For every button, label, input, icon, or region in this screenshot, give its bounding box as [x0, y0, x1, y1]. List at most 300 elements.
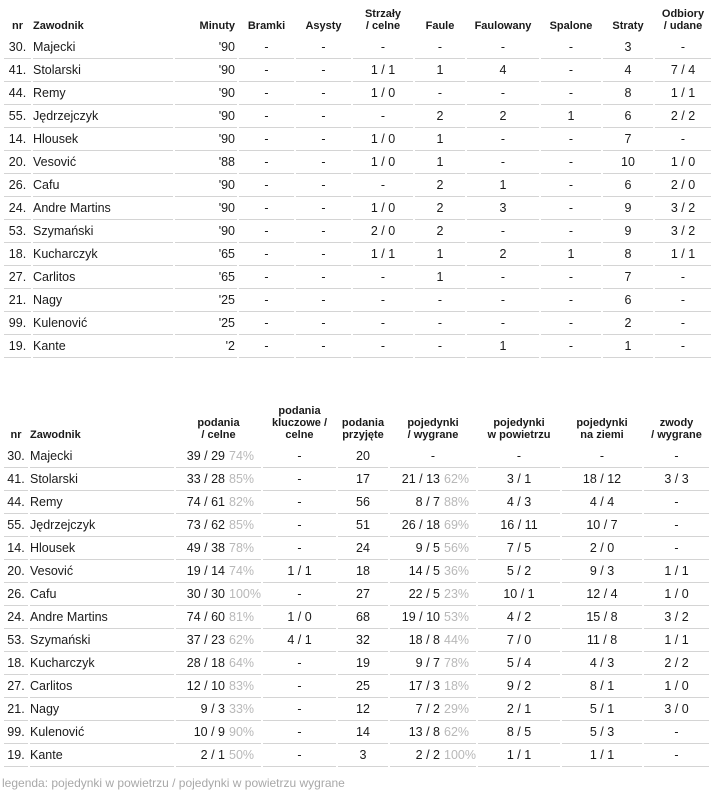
offsides-cell: -	[541, 151, 601, 174]
offsides-cell: -	[541, 266, 601, 289]
losses-cell: 4	[603, 59, 653, 82]
key-passes-cell: 1 / 0	[263, 606, 336, 629]
received-passes-cell: 27	[338, 583, 388, 606]
fouls-cell: -	[415, 36, 465, 59]
table-row	[4, 698, 709, 721]
shots-cell: -	[353, 266, 413, 289]
fouls-cell: 1	[415, 128, 465, 151]
duels-value: 14 / 5	[408, 564, 440, 578]
player-name: Vesović	[33, 151, 173, 174]
player-number: 44.	[4, 491, 28, 514]
goals-cell: -	[239, 335, 294, 358]
goals-cell: -	[239, 36, 294, 59]
player-number: 27.	[4, 266, 31, 289]
fouls-cell: -	[415, 82, 465, 105]
table-row	[4, 312, 711, 335]
table-header-row	[4, 405, 709, 445]
dribbles-cell: -	[644, 744, 709, 767]
header-ground-line2: na ziemi	[580, 429, 624, 441]
duels-percent: 69%	[444, 518, 470, 532]
header-assists: Asysty	[305, 20, 342, 32]
passes-percent: 83%	[229, 679, 255, 693]
player-name: Cafu	[33, 174, 173, 197]
fouled-cell: 3	[467, 197, 539, 220]
player-number: 14.	[4, 537, 28, 560]
match-stats-table	[2, 4, 713, 358]
header-passes	[176, 405, 261, 445]
header-fouled: Faulowany	[474, 20, 532, 32]
shots-cell: 1 / 0	[353, 197, 413, 220]
duels-percent: 53%	[444, 610, 470, 624]
offsides-cell: 1	[541, 105, 601, 128]
shots-cell: 1 / 0	[353, 151, 413, 174]
shots-cell: 1 / 0	[353, 82, 413, 105]
ground-duels-cell: 12 / 4	[562, 583, 642, 606]
recoveries-cell: -	[655, 36, 711, 59]
minutes-cell: '25	[175, 312, 237, 335]
duels-cell	[390, 698, 476, 721]
received-passes-cell: 20	[338, 445, 388, 468]
player-number: 99.	[4, 312, 31, 335]
table-row	[4, 491, 709, 514]
offsides-cell: -	[541, 335, 601, 358]
duels-cell: -	[390, 445, 476, 468]
player-number: 24.	[4, 606, 28, 629]
duels-cell	[390, 606, 476, 629]
header-shots-line1: Strzały	[364, 8, 402, 20]
header-key-passes-line2: kluczowe /	[271, 417, 328, 429]
header-dribbles-line1: zwody	[659, 417, 694, 429]
received-passes-cell: 14	[338, 721, 388, 744]
player-name: Remy	[33, 82, 173, 105]
player-number: 55.	[4, 514, 28, 537]
aerial-duels-cell: 5 / 4	[478, 652, 560, 675]
fouled-cell: 1	[467, 335, 539, 358]
duels-percent: 56%	[444, 541, 470, 555]
player-number: 41.	[4, 468, 28, 491]
table-row	[4, 266, 711, 289]
assists-cell: -	[296, 82, 351, 105]
table-row	[4, 721, 709, 744]
player-name: Stolarski	[33, 59, 173, 82]
dribbles-cell: 3 / 3	[644, 468, 709, 491]
shots-cell: 2 / 0	[353, 220, 413, 243]
goals-cell: -	[239, 59, 294, 82]
table-row	[4, 174, 711, 197]
dribbles-cell: -	[644, 537, 709, 560]
passes-cell	[176, 721, 261, 744]
table-row	[4, 675, 709, 698]
goals-cell: -	[239, 151, 294, 174]
shots-cell: -	[353, 105, 413, 128]
passes-value: 33 / 28	[186, 472, 225, 486]
header-aerial-duels	[478, 405, 560, 445]
recoveries-cell: -	[655, 289, 711, 312]
header-recoveries-line1: Odbiory	[661, 8, 705, 20]
player-name: Kante	[30, 744, 174, 767]
header-received-line1: podania	[341, 417, 385, 429]
player-name: Kulenović	[30, 721, 174, 744]
table-row	[4, 128, 711, 151]
assists-cell: -	[296, 151, 351, 174]
table-body	[4, 36, 711, 358]
table-body	[4, 445, 709, 767]
duels-cell	[390, 560, 476, 583]
passes-percent: 74%	[229, 449, 255, 463]
dribbles-cell: 1 / 0	[644, 675, 709, 698]
fouled-cell: -	[467, 312, 539, 335]
assists-cell: -	[296, 59, 351, 82]
assists-cell: -	[296, 266, 351, 289]
ground-duels-cell: 4 / 4	[562, 491, 642, 514]
player-name: Jędrzejczyk	[30, 514, 174, 537]
passes-percent: 82%	[229, 495, 255, 509]
player-number: 53.	[4, 220, 31, 243]
minutes-cell: '90	[175, 220, 237, 243]
key-passes-cell: -	[263, 698, 336, 721]
passes-percent: 81%	[229, 610, 255, 624]
player-number: 19.	[4, 335, 31, 358]
player-name: Nagy	[30, 698, 174, 721]
passes-value: 30 / 30	[186, 587, 225, 601]
assists-cell: -	[296, 36, 351, 59]
player-number: 55.	[4, 105, 31, 128]
received-passes-cell: 24	[338, 537, 388, 560]
header-minutes: Minuty	[199, 20, 235, 32]
dribbles-cell: 1 / 1	[644, 560, 709, 583]
player-number: 26.	[4, 174, 31, 197]
offsides-cell: -	[541, 36, 601, 59]
ground-duels-cell: 4 / 3	[562, 652, 642, 675]
minutes-cell: '90	[175, 82, 237, 105]
passes-percent: 90%	[229, 725, 255, 739]
offsides-cell: -	[541, 197, 601, 220]
minutes-cell: '90	[175, 59, 237, 82]
duels-cell	[390, 629, 476, 652]
goals-cell: -	[239, 220, 294, 243]
fouls-cell: 1	[415, 243, 465, 266]
header-duels-line1: pojedynki	[407, 417, 459, 429]
received-passes-cell: 32	[338, 629, 388, 652]
passes-percent: 64%	[229, 656, 255, 670]
table-row	[4, 560, 709, 583]
duels-cell	[390, 652, 476, 675]
table-row	[4, 583, 709, 606]
player-number: 26.	[4, 583, 28, 606]
duels-cell	[390, 514, 476, 537]
passes-cell	[176, 514, 261, 537]
header-goals: Bramki	[247, 20, 286, 32]
table-row	[4, 197, 711, 220]
fouls-cell: -	[415, 312, 465, 335]
player-number: 41.	[4, 59, 31, 82]
minutes-cell: '65	[175, 243, 237, 266]
player-number: 27.	[4, 675, 28, 698]
fouls-cell: -	[415, 335, 465, 358]
passes-cell	[176, 445, 261, 468]
fouls-cell: -	[415, 289, 465, 312]
minutes-cell: '65	[175, 266, 237, 289]
passes-value: 19 / 14	[186, 564, 225, 578]
duels-cell	[390, 675, 476, 698]
fouled-cell: -	[467, 151, 539, 174]
player-name: Vesović	[30, 560, 174, 583]
minutes-cell: '90	[175, 36, 237, 59]
goals-cell: -	[239, 174, 294, 197]
duels-percent: 88%	[444, 495, 470, 509]
losses-cell: 2	[603, 312, 653, 335]
header-nr: nr	[10, 429, 22, 441]
key-passes-cell: -	[263, 491, 336, 514]
passes-cell	[176, 583, 261, 606]
fouls-cell: 1	[415, 59, 465, 82]
fouls-cell: 2	[415, 220, 465, 243]
shots-cell: -	[353, 312, 413, 335]
losses-cell: 9	[603, 220, 653, 243]
player-name: Stolarski	[30, 468, 174, 491]
losses-cell: 6	[603, 105, 653, 128]
duels-value: 13 / 8	[408, 725, 440, 739]
table-header-row	[4, 4, 711, 36]
header-nr: nr	[12, 20, 23, 32]
duels-percent: 29%	[444, 702, 470, 716]
assists-cell: -	[296, 243, 351, 266]
duels-percent: 36%	[444, 564, 470, 578]
table-row	[4, 59, 711, 82]
player-number: 24.	[4, 197, 31, 220]
assists-cell: -	[296, 197, 351, 220]
player-number: 30.	[4, 445, 28, 468]
table-row	[4, 537, 709, 560]
fouled-cell: -	[467, 266, 539, 289]
player-name: Kulenović	[33, 312, 173, 335]
passes-cell	[176, 560, 261, 583]
key-passes-cell: -	[263, 514, 336, 537]
ground-duels-cell: 11 / 8	[562, 629, 642, 652]
key-passes-cell: -	[263, 744, 336, 767]
passes-value: 28 / 18	[186, 656, 225, 670]
header-shots	[353, 4, 413, 36]
ground-duels-cell: 10 / 7	[562, 514, 642, 537]
player-name: Majecki	[30, 445, 174, 468]
shots-cell: 1 / 1	[353, 59, 413, 82]
player-name: Carlitos	[30, 675, 174, 698]
duels-percent: 44%	[444, 633, 470, 647]
player-number: 18.	[4, 652, 28, 675]
received-passes-cell: 19	[338, 652, 388, 675]
duels-percent: 62%	[444, 472, 470, 486]
passes-percent: 62%	[229, 633, 255, 647]
header-losses: Straty	[612, 20, 644, 32]
dribbles-cell: -	[644, 491, 709, 514]
player-name: Kucharczyk	[33, 243, 173, 266]
minutes-cell: '90	[175, 197, 237, 220]
aerial-duels-cell: 7 / 5	[478, 537, 560, 560]
passes-value: 9 / 3	[200, 702, 225, 716]
ground-duels-cell: 5 / 1	[562, 698, 642, 721]
header-duels	[390, 405, 476, 445]
assists-cell: -	[296, 220, 351, 243]
duels-percent: 18%	[444, 679, 470, 693]
recoveries-cell: 1 / 1	[655, 82, 711, 105]
header-key-passes	[263, 405, 336, 445]
key-passes-cell: -	[263, 445, 336, 468]
player-number: 30.	[4, 36, 31, 59]
losses-cell: 8	[603, 82, 653, 105]
player-name: Hlousek	[30, 537, 174, 560]
recoveries-cell: 7 / 4	[655, 59, 711, 82]
header-fouls: Faule	[425, 20, 455, 32]
header-offsides: Spalone	[549, 20, 593, 32]
passes-value: 12 / 10	[186, 679, 225, 693]
duels-value: 17 / 3	[408, 679, 440, 693]
offsides-cell: -	[541, 312, 601, 335]
passes-percent: 33%	[229, 702, 255, 716]
ground-duels-cell: 2 / 0	[562, 537, 642, 560]
ground-duels-cell: 18 / 12	[562, 468, 642, 491]
passes-percent: 74%	[229, 564, 255, 578]
goals-cell: -	[239, 266, 294, 289]
key-passes-cell: -	[263, 721, 336, 744]
received-passes-cell: 25	[338, 675, 388, 698]
goals-cell: -	[239, 128, 294, 151]
header-key-passes-line1: podania	[278, 405, 321, 417]
passes-value: 74 / 61	[186, 495, 225, 509]
offsides-cell: -	[541, 174, 601, 197]
player-name: Kante	[33, 335, 173, 358]
duels-cell	[390, 537, 476, 560]
minutes-cell: '90	[175, 105, 237, 128]
fouled-cell: 2	[467, 105, 539, 128]
player-number: 20.	[4, 151, 31, 174]
header-dribbles	[644, 405, 709, 445]
player-name: Kucharczyk	[30, 652, 174, 675]
dribbles-cell: -	[644, 514, 709, 537]
losses-cell: 7	[603, 266, 653, 289]
aerial-duels-cell: 4 / 3	[478, 491, 560, 514]
fouled-cell: -	[467, 220, 539, 243]
duels-value: 21 / 13	[401, 472, 440, 486]
fouled-cell: -	[467, 36, 539, 59]
assists-cell: -	[296, 335, 351, 358]
recoveries-cell: 2 / 0	[655, 174, 711, 197]
aerial-duels-cell: 16 / 11	[478, 514, 560, 537]
player-name: Szymański	[30, 629, 174, 652]
fouled-cell: 2	[467, 243, 539, 266]
fouls-cell: 2	[415, 105, 465, 128]
received-passes-cell: 18	[338, 560, 388, 583]
offsides-cell: -	[541, 128, 601, 151]
player-number: 53.	[4, 629, 28, 652]
table-row	[4, 744, 709, 767]
ground-duels-cell: 5 / 3	[562, 721, 642, 744]
received-passes-cell: 3	[338, 744, 388, 767]
aerial-duels-cell: 10 / 1	[478, 583, 560, 606]
player-name: Nagy	[33, 289, 173, 312]
duels-percent: 23%	[444, 587, 470, 601]
shots-cell: 1 / 0	[353, 128, 413, 151]
table-row	[4, 514, 709, 537]
duels-value: 9 / 7	[415, 656, 440, 670]
key-passes-cell: 4 / 1	[263, 629, 336, 652]
recoveries-cell: -	[655, 128, 711, 151]
legend-note: legenda: pojedynki w powietrzu / pojedynki w powietrzu wygrane	[2, 776, 345, 790]
passes-cell	[176, 491, 261, 514]
passes-percent: 100%	[229, 587, 261, 601]
aerial-duels-cell: 3 / 1	[478, 468, 560, 491]
recoveries-cell: 2 / 2	[655, 105, 711, 128]
passes-cell	[176, 468, 261, 491]
player-number: 20.	[4, 560, 28, 583]
key-passes-cell: -	[263, 537, 336, 560]
shots-cell: -	[353, 335, 413, 358]
duels-value: 7 / 2	[415, 702, 440, 716]
dribbles-cell: 1 / 0	[644, 583, 709, 606]
dribbles-cell: 2 / 2	[644, 652, 709, 675]
goals-cell: -	[239, 105, 294, 128]
player-name: Hlousek	[33, 128, 173, 151]
dribbles-cell: 3 / 0	[644, 698, 709, 721]
offsides-cell: -	[541, 220, 601, 243]
key-passes-cell: -	[263, 652, 336, 675]
duels-value: 26 / 18	[401, 518, 440, 532]
player-name: Majecki	[33, 36, 173, 59]
passes-percent: 85%	[229, 472, 255, 486]
player-name: Carlitos	[33, 266, 173, 289]
player-name: Jędrzejczyk	[33, 105, 173, 128]
losses-cell: 6	[603, 174, 653, 197]
aerial-duels-cell: -	[478, 445, 560, 468]
goals-cell: -	[239, 82, 294, 105]
player-number: 99.	[4, 721, 28, 744]
assists-cell: -	[296, 289, 351, 312]
passes-value: 39 / 29	[186, 449, 225, 463]
fouled-cell: -	[467, 82, 539, 105]
aerial-duels-cell: 4 / 2	[478, 606, 560, 629]
recoveries-cell: 3 / 2	[655, 220, 711, 243]
duels-value: 2 / 2	[415, 748, 440, 762]
fouls-cell: 1	[415, 266, 465, 289]
passes-percent: 85%	[229, 518, 255, 532]
losses-cell: 6	[603, 289, 653, 312]
player-name: Cafu	[30, 583, 174, 606]
header-aerial-line2: w powietrzu	[487, 429, 551, 441]
offsides-cell: 1	[541, 243, 601, 266]
received-passes-cell: 56	[338, 491, 388, 514]
table-row	[4, 445, 709, 468]
table-row	[4, 468, 709, 491]
table-row	[4, 629, 709, 652]
passes-cell	[176, 629, 261, 652]
passes-cell	[176, 675, 261, 698]
goals-cell: -	[239, 243, 294, 266]
passes-percent: 78%	[229, 541, 255, 555]
ground-duels-cell: -	[562, 445, 642, 468]
recoveries-cell: -	[655, 335, 711, 358]
received-passes-cell: 12	[338, 698, 388, 721]
duels-cell	[390, 583, 476, 606]
fouls-cell: 2	[415, 174, 465, 197]
minutes-cell: '25	[175, 289, 237, 312]
received-passes-cell: 17	[338, 468, 388, 491]
header-player: Zawodnik	[33, 20, 84, 32]
table-row	[4, 105, 711, 128]
header-key-passes-line3: celne	[285, 429, 314, 441]
duels-percent: 62%	[444, 725, 470, 739]
shots-cell: -	[353, 289, 413, 312]
key-passes-cell: -	[263, 468, 336, 491]
header-passes-line1: podania	[197, 417, 240, 429]
